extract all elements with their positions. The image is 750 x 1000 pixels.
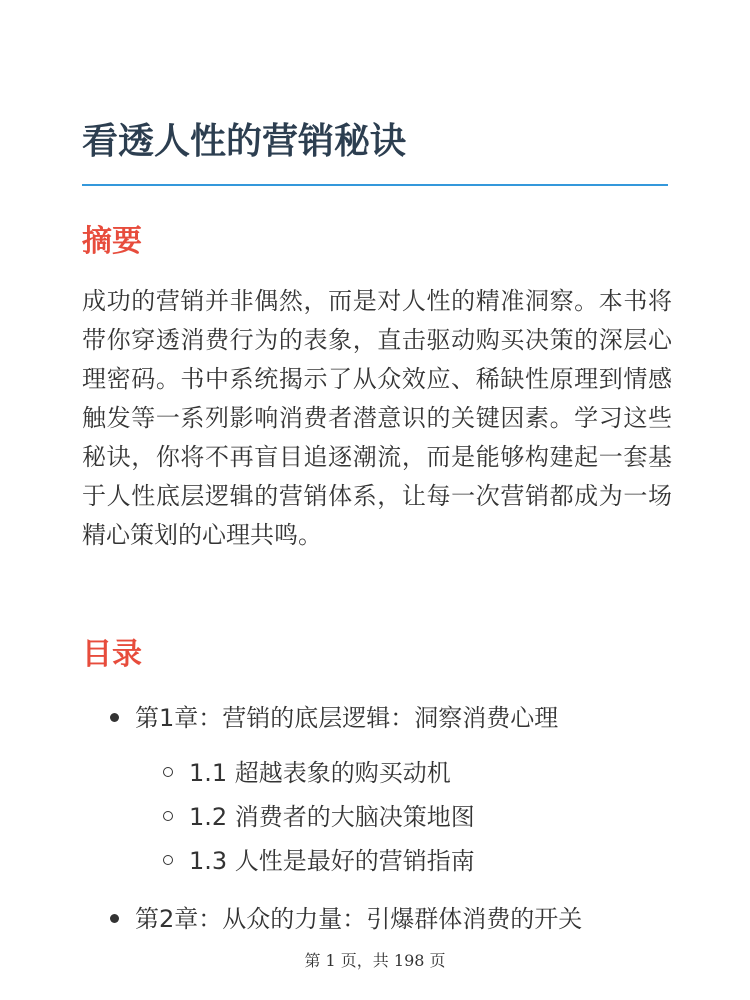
toc-section-1-1: [163, 757, 451, 789]
bullet-circle-icon: [163, 767, 173, 777]
toc-chapter-label: 第2章：从众的力量：引爆群体消费的开关: [135, 905, 583, 933]
bullet-disc-icon: [110, 713, 119, 722]
toc-chapter-1: [110, 702, 558, 734]
toc-chapter-2: [110, 903, 582, 935]
book-title: 看透人性的营销秘诀: [82, 121, 407, 162]
toc-section-1-3: [163, 845, 475, 877]
bullet-disc-icon: [110, 914, 119, 923]
toc-section-label: 1.1 超越表象的购买动机: [189, 759, 451, 787]
page-number-footer: 第 1 页，共 198 页: [304, 951, 446, 970]
abstract-text: 成功的营销并非偶然，而是对人性的精准洞察。本书将带你穿透消费行为的表象，直击驱动购买决策的深层心理密码。书中系统揭示了从众效应、稀缺性原理到情感触发等一系列影响消费者潜意识的关键因素。学习这些秘诀，你将不再盲目追逐潮流，而是能够构建起一套基于人性底层逻辑的营销体系，让每一次营销都成为一场精心策划的心理共鸣。: [82, 287, 672, 549]
abstract-heading: 摘要: [82, 224, 142, 259]
bullet-circle-icon: [163, 855, 173, 865]
toc-chapter-label: 第1章：营销的底层逻辑：洞察消费心理: [135, 704, 559, 732]
toc-heading: 目录: [82, 637, 142, 672]
toc-section-label: 1.3 人性是最好的营销指南: [189, 847, 475, 875]
bullet-circle-icon: [163, 811, 173, 821]
toc-section-1-2: [163, 801, 475, 833]
title-divider: [82, 184, 668, 186]
toc-section-label: 1.2 消费者的大脑决策地图: [189, 803, 475, 831]
